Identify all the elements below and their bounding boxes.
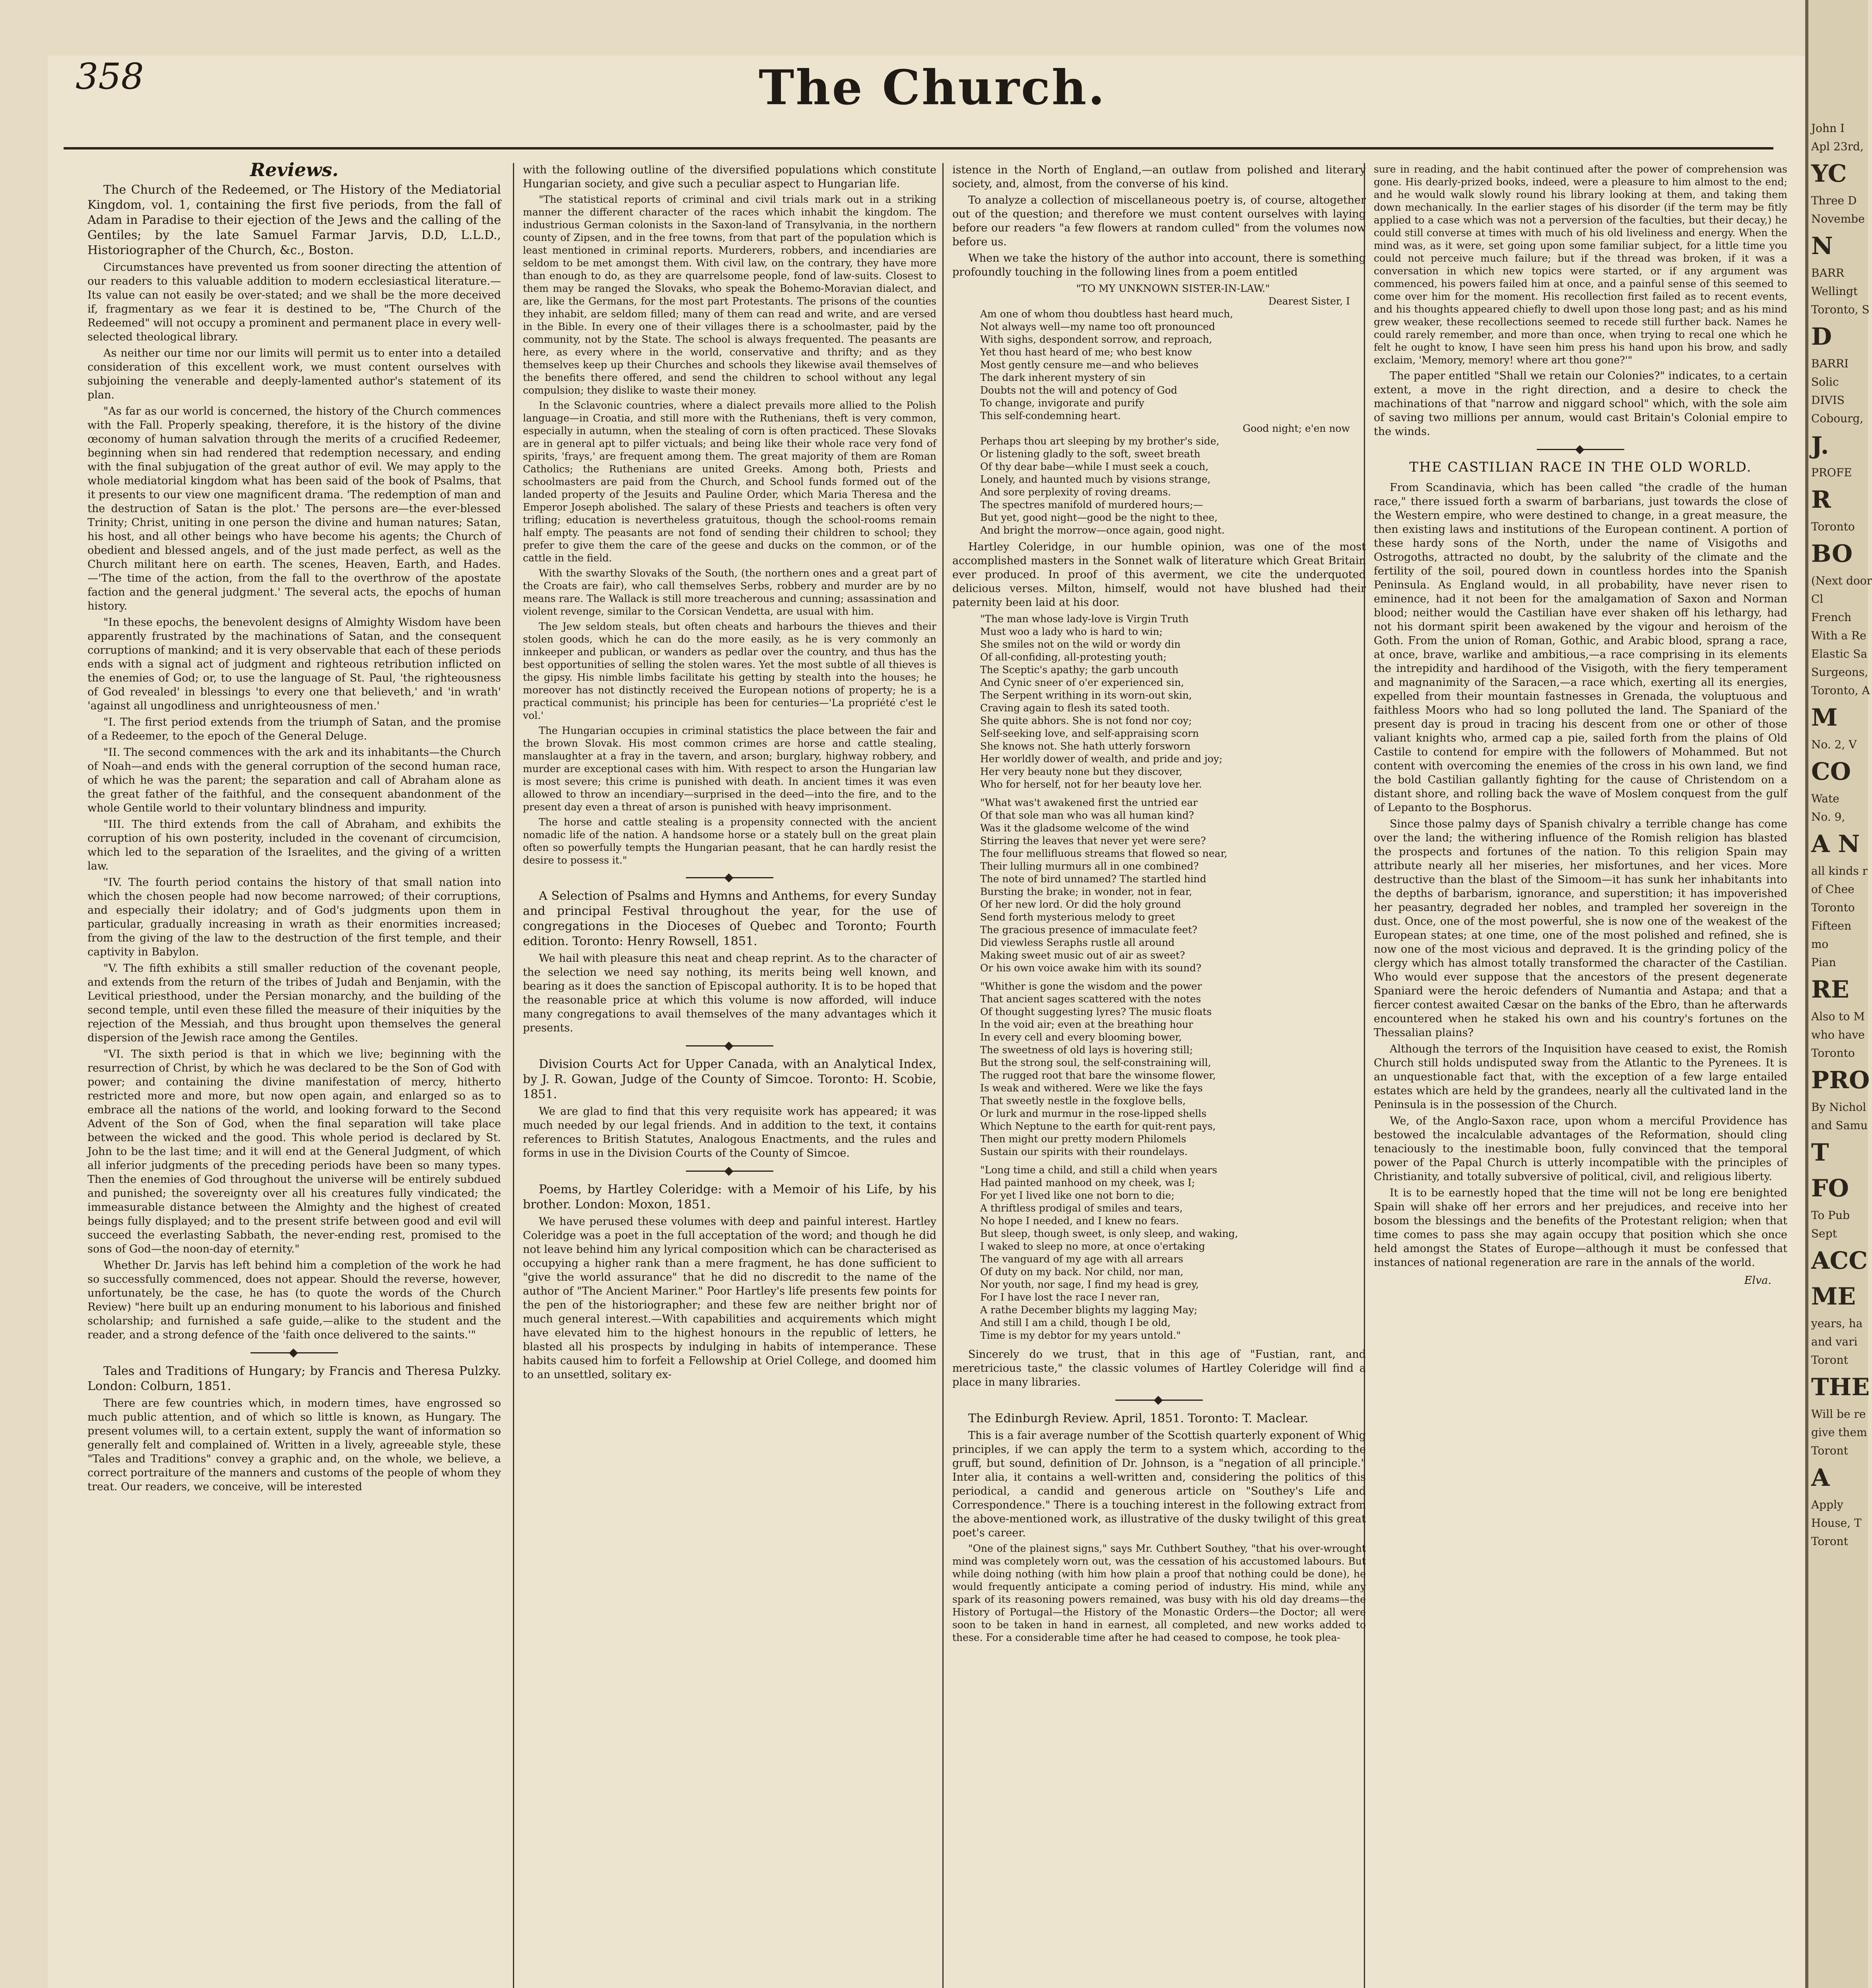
adjacent-page-text: T — [1811, 1139, 1829, 1167]
adjacent-page-text: of Chee — [1811, 883, 1855, 896]
quoted-paragraph: "II. The second commences with the ark and its inhabitants—the Church of Noah—and ends with the general corruption of the second human race, of which he was the parent; the separation and call of Abraham alone as the great father of the faithful, and the consequent abandonment of the whole Gentile world to their voluntary blindness and impurity. — [87, 746, 501, 814]
column-divider — [942, 163, 944, 1988]
quoted-paragraph: The horse and cattle stealing is a propensity connected with the ancient nomadic life of the nation. A handsome horse or a stately bull on the great plain often so powerfully tempts the Hungarian peasant, that he can hardly resist the desire to possess it." — [523, 816, 936, 866]
poem-lines — [980, 308, 1366, 422]
adjacent-page-text: A N — [1811, 830, 1860, 858]
adjacent-page-text: Will be re — [1811, 1408, 1866, 1421]
poem-line: The gracious presence of immaculate feet? — [980, 924, 1198, 936]
paragraph: There are few countries which, in modern times, have engrossed so much public attention, and of which so little is known, as Hungary. The present volumes will, to a certain extent, supply the want of information so generally felt and complained of. Written in a lively, agreeable style, these "Tales and Traditions" convey a graphic and, on the whole, we believe, a correct portraiture of the manners and customs of the people of whom they treat. Our readers, we conceive, will be interested — [87, 1397, 501, 1493]
header-rule — [64, 147, 1773, 149]
adjacent-page-text: N — [1811, 232, 1833, 260]
adjacent-page-text: Elastic Sa — [1811, 647, 1868, 660]
poem-line: Had painted manhood on my cheek, was I; — [980, 1177, 1195, 1188]
quoted-paragraph: sure in reading, and the habit continued after the power of comprehension was gone. His dearly-prized books, indeed, were a pleasure to him almost to the end; and he would walk slowly round his library looking at them, and taking them down mechanically. In the earlier stages of his disorder (if the term may be fitly applied to a case which was not a perversion of the faculties, but their decay,) he could still converse at times with much of his old liveliness and energy. When the mind was, as it were, set going upon some familiar subject, for a little time you could not perceive much failure; but if the thread was broken, if it was a conversation in which new topics were started, or if any argument was commenced, his powers failed him at once, and a painful sense of this seemed to come over him for the moment. His recollection first failed as to recent events, and his thoughts appeared chiefly to dwell upon those long past; and as his mind grew weaker, these recollections seemed to recede still further back. Names he could rarely remember, and more than once, when trying to recal one which he felt he ought to know, I have seen him press his hand upon his brow, and sadly exclaim, 'Memory, memory! where art thou gone?'" — [1374, 163, 1787, 366]
poem-line: Or his own voice awake him with its sound? — [980, 962, 1202, 974]
adjacent-page-text: Wellingt — [1811, 285, 1858, 298]
adjacent-page-text: Apply — [1811, 1498, 1843, 1511]
adjacent-page-text: CO — [1811, 758, 1851, 786]
adjacent-page-text: To Pub — [1811, 1209, 1850, 1222]
poem-line: Must woo a lady who is hard to win; — [980, 626, 1163, 637]
adjacent-page-text: French — [1811, 611, 1852, 624]
adjacent-page-text: D — [1811, 323, 1832, 351]
adjacent-page-text: BO — [1811, 540, 1853, 568]
adjacent-page-text: YC — [1811, 160, 1847, 188]
poem-line: And bright the morrow—once again, good night. — [980, 524, 1225, 536]
adjacent-page-text: Surgeons, — [1811, 666, 1868, 679]
poem-line: Who for herself, not for her beauty love her. — [980, 779, 1202, 790]
poem-line: Her very beauty none but they discover, — [980, 766, 1183, 777]
poem-line: Dearest Sister, I — [1268, 295, 1350, 307]
quoted-paragraph: "V. The fifth exhibits a still smaller reduction of the covenant people, and extends from the return of the tribes of Judah and Benjamin, with the Levitical priesthood, under the Persian monarchy, and the building of the second temple, until even these filled the measure of their iniquities by the rejection of the Messiah, and thus brought upon themselves the general dispersion of the Jewish race among the Gentiles. — [87, 962, 501, 1044]
poem-line: Or listening gladly to the soft, sweet breath — [980, 448, 1200, 460]
poem-line: That sweetly nestle in the foxglove bells, — [980, 1095, 1186, 1107]
paragraph: Since those palmy days of Spanish chivalry a terrible change has come over the land; the withering influence of the Romish religion has blasted the prospects and fortunes of the nation. To this religion Spain may attribute nearly all her miseries, her misfortunes, and her vices. More destructive than the blast of the Simoom—it has sunk her inhabitants into the depths of barbarism, ignorance, and superstition; it has impoverished her peasantry, degraded her nobles, and trampled her sovereign in the dust. Once, one of the most powerful, she is now one of the weakest of the European states; at one time, one of the most polished and refined, she is now one of the most vicious and depraved. It is the grinding policy of the clergy which has almost totally transformed the character of the Castilian. Who would ever suppose that the ancestors of the present degenerate Spaniard were the heroic defenders of Numantia and Astapa; and that a fiercer contest awaited Cæsar on the banks of the Ebro, than he afterwards encountered when he staked his own and his country's fortunes on the Thessalian plains? — [1374, 818, 1787, 1039]
adjacent-page-text: ME — [1811, 1283, 1856, 1310]
adjacent-page-text: Apl 23rd, — [1811, 140, 1864, 153]
poem-line: Craving again to flesh its sated tooth. — [980, 702, 1170, 714]
poem-line: Then might our pretty modern Philomels — [980, 1133, 1187, 1145]
column-3 — [952, 163, 1366, 1988]
poem-line: Did viewless Seraphs rustle all around — [980, 937, 1175, 948]
poem-line: Lonely, and haunted much by visions strange, — [980, 474, 1211, 485]
adjacent-page-text: mo — [1811, 938, 1829, 951]
article-title: The Edinburgh Review. April, 1851. Toronto: T. Maclear. — [968, 1411, 1309, 1425]
poem-line: Was it the gladsome welcome of the wind — [980, 822, 1189, 834]
poem-line: Of duty on my back. Nor child, nor man, — [980, 1266, 1184, 1277]
adjacent-page-text: Toronto — [1811, 520, 1855, 533]
sonnet — [980, 613, 1366, 791]
poem-line: The dark inherent mystery of sin — [980, 372, 1146, 383]
paragraph: istence in the North of England,—an outlaw from polished and literary society, and, almost, from the converse of his kind. — [952, 164, 1366, 190]
adjacent-page-text: M — [1811, 704, 1838, 732]
poem-line: The note of bird unnamed? The startled hind — [980, 873, 1206, 885]
column-2 — [523, 163, 936, 1988]
adjacent-page-text: DIVIS — [1811, 394, 1845, 407]
adjacent-page-text: Wate — [1811, 792, 1839, 805]
adjacent-page-text: PRO — [1811, 1066, 1870, 1094]
poem-line: Of thought suggesting lyres? The music floats — [980, 1006, 1212, 1017]
poem-line: "Whither is gone the wisdom and the power — [980, 980, 1202, 992]
adjacent-page-text: and Samu — [1811, 1119, 1868, 1132]
poem-line: But yet, good night—good be the night to thee, — [980, 512, 1218, 523]
paragraph: When we take the history of the author into account, there is something profoundly touching in the following lines from a poem entitled — [952, 252, 1366, 278]
poem-line: Sustain our spirits with their roundelays. — [980, 1146, 1188, 1157]
adjacent-page-text: With a Re — [1811, 629, 1866, 642]
poem-line: With sighs, despondent sorrow, and reproach, — [980, 334, 1212, 345]
adjacent-page-text: (Next door — [1811, 574, 1872, 587]
poem-line: She smiles not on the wild or wordy din — [980, 639, 1181, 650]
quoted-paragraph: "In these epochs, the benevolent designs of Almighty Wisdom have been apparently frustrated by the machinations of Satan, and the consequent corruptions of mankind; and it is very observable that each of these periods ends with a signal act of judgment and righteous retribution inflicted on the enemies of God; or, to use the language of St. Paul, 'the righteousness of God revealed' in blessings 'to every one that believeth,' and 'in wrath' 'against all ungodliness and unrighteousness of men.' — [87, 616, 501, 712]
adjacent-page-text: J. — [1811, 432, 1829, 460]
adjacent-page-text: House, T — [1811, 1516, 1862, 1530]
poem-line: Making sweet music out of air as sweet? — [980, 949, 1185, 961]
article-divider — [686, 1171, 773, 1172]
quoted-paragraph: "VI. The sixth period is that in which we live; beginning with the resurrection of Christ, by which he was declared to be the Son of God with power; and containing the divine manifestation of mercy, hitherto restricted more and more, but now open again, and enlarged so as to embrace all the nations of the world, and looking forward to the Second Advent of the Son of God, when the final separation will take place between the wicked and the good. This whole period is declared by St. John to be the last time; and it will end at the General Judgment, of which all inferior judgments of the preceding periods have been so many types. Then the enemies of God throughout the universe will be entirely subdued and punished; the sovereignty over all his creatures fully vindicated; the immeasurable distance between the Almighty and the highest of created beings fully displayed; and to the present strife between good and evil will succeed the everlasting Sabbath, the never-ending rest, promised to the sons of God—the noon-day of eternity." — [87, 1048, 501, 1255]
adjacent-page-text: Toront — [1811, 1353, 1848, 1367]
poem-line: Send forth mysterious melody to greet — [980, 911, 1175, 923]
poem-line: The spectres manifold of murdered hours;— — [980, 499, 1203, 511]
masthead-title: The Church. — [759, 60, 1106, 116]
article-title: Tales and Traditions of Hungary; by Francis and Theresa Pulzky. London: Colburn, 1851. — [87, 1364, 501, 1393]
poem-line: The sweetness of old lays is hovering still; — [980, 1044, 1193, 1056]
poem-line: For yet I lived like one not born to die; — [980, 1190, 1175, 1201]
article-divider — [1115, 1400, 1203, 1401]
poem-line: The rugged root that bare the winsome flower, — [980, 1070, 1216, 1081]
poem-line: A rathe December blights my lagging May; — [980, 1304, 1198, 1316]
quoted-paragraph: With the swarthy Slovaks of the South, (the northern ones and a great part of the Croats are fair), who call themselves Serbs, robbery and murder are by no means rare. The Wallack is still more treacherous and cunning; assassination and violent revenge, similar to the Corsican Vendetta, are usual with him. — [523, 567, 936, 617]
adjacent-page-text: PROFE — [1811, 466, 1852, 479]
sonnet — [980, 980, 1366, 1158]
article-title: A Selection of Psalms and Hymns and Anthems, for every Sunday and principal Festival throughout the year, for the use of congregations in the Dioceses of Quebec and Toronto; Fourth edition. Toronto: Henry Rowsell, 1851. — [523, 889, 936, 948]
poem-line: Yet thou hast heard of me; who best know — [980, 346, 1192, 358]
paragraph: Although the terrors of the Inquisition have ceased to exist, the Romish Church still holds undisputed sway from the Atlantic to the Pyrenees. It is an unquestionable fact that, with the exception of a few large entailed estates which are held by the grandees, nearly all the cultivated land in the Peninsula is in the possession of the Church. — [1374, 1043, 1787, 1111]
article-divider — [686, 1045, 773, 1046]
poem-line: "The man whose lady-love is Virgin Truth — [980, 613, 1189, 625]
adjacent-page-text: give them — [1811, 1426, 1867, 1439]
adjacent-page-text: Toront — [1811, 1444, 1848, 1457]
adjacent-page-text: all kinds r — [1811, 864, 1868, 878]
adjacent-page-text: THE — [1811, 1373, 1870, 1401]
adjacent-page-text: A — [1811, 1464, 1830, 1492]
adjacent-page-text: Toronto — [1811, 1046, 1855, 1060]
poem-line: In every cell and every blooming bower, — [980, 1031, 1182, 1043]
paragraph: It is to be earnestly hoped that the time will not be long ere benighted Spain will shake off her errors and her prejudices, and receive into her bosom the blessings and the benefits of the Protestant religion; when that time comes to pass she may again occupy that position which she once held amongst the States of Europe—although it must be confessed that instances of national regeneration are rare in the annals of the world. — [1374, 1187, 1787, 1269]
poem-line: She quite abhors. She is not fond nor coy; — [980, 715, 1192, 726]
paragraph: We have perused these volumes with deep and painful interest. Hartley Coleridge was a poet in the full acceptation of the word; and though he did not leave behind him any lyrical composition which can be characterised as occupying a higher rank than a mere fragment, he has done sufficient to "give the world assurance" that he did no discredit to the name of the author of "The Ancient Mariner." Poor Hartley's life presents few points for the pen of the historiographer; and these few are neither bright nor of much general interest.—With capabilities and acquirements which might have elevated him to the highest honours in the republic of letters, he blasted all his prospects by indulging in habits of intemperance. These habits caused him to forfeit a Fellowship at Oriel College, and doomed him to an unsettled, solitary ex- — [523, 1215, 936, 1381]
adjacent-page-text: Toront — [1811, 1535, 1848, 1548]
paragraph: The paper entitled "Shall we retain our Colonies?" indicates, to a certain extent, a move in the right direction, and a desire to check the machinations of that "narrow and niggard school" which, with the sole aim of saving two millions per annum, would cast Britain's Colonial empire to the winds. — [1374, 370, 1787, 438]
poem-line: Most gently censure me—and who believes — [980, 359, 1199, 371]
poem-line: Doubts not the will and potency of God — [980, 384, 1177, 396]
adjacent-page-text: John I — [1811, 122, 1845, 135]
adjacent-page-fragment — [1811, 119, 1872, 1988]
article-signature: Elva. — [1744, 1274, 1771, 1287]
poem-line: Or lurk and murmur in the rose-lipped shells — [980, 1108, 1207, 1119]
sonnet — [980, 796, 1366, 975]
poem-line: "Long time a child, and still a child when years — [980, 1164, 1218, 1176]
poem-line: In the void air; even at the breathing hour — [980, 1019, 1193, 1030]
poem-line: And Cynic sneer of o'er experienced sin, — [980, 677, 1184, 688]
poem-line: Self-seeking love, and self-appraising scorn — [980, 728, 1199, 739]
poem-line: I waked to sleep no more, at once o'ertaking — [980, 1241, 1205, 1252]
column-1 — [87, 159, 501, 1988]
adjacent-page-text: Fifteen — [1811, 919, 1852, 932]
poem-line: Of thy dear babe—while I must seek a couch, — [980, 461, 1209, 472]
paragraph: As neither our time nor our limits will permit us to enter into a detailed consideration of this excellent work, we must content ourselves with subjoining the venerable and deeply-lamented author's statement of its plan. — [87, 347, 501, 401]
poem-line: "What was't awakened first the untried ear — [980, 797, 1198, 808]
poem-line: Perhaps thou art sleeping by my brother's side, — [980, 435, 1220, 447]
adjacent-page-text: RE — [1811, 976, 1849, 1004]
column-4 — [1374, 163, 1787, 1988]
poem-line: Time is my debtor for my years untold." — [980, 1330, 1181, 1341]
poem-line: Of all-confiding, all-protesting youth; — [980, 651, 1167, 663]
adjacent-page-text: No. 2, V — [1811, 738, 1857, 751]
adjacent-page-text: FO — [1811, 1175, 1849, 1202]
adjacent-page-text: and vari — [1811, 1335, 1858, 1348]
poem-line: The vanguard of my age with all arrears — [980, 1253, 1183, 1265]
paragraph: This is a fair average number of the Scottish quarterly exponent of Whig principles, if we can apply the term to a system which, according to the gruff, but sound, definition of Dr. Johnson, is a "negation of all principle." Inter alia, it contains a well-written and, considering the politics of this periodical, a candid and generous article on "Southey's Life and Correspondence." There is a touching interest in the following extract from the above-mentioned work, as illustrative of the dusky twilight of this great poet's career. — [952, 1429, 1366, 1539]
paragraph: From Scandinavia, which has been called "the cradle of the human race," there issued forth a swarm of barbarians, just towards the close of the Western empire, who were destined to change, in a great measure, the then existing laws and institutions of the European continent. A portion of these hardy sons of the North, under the name of Visigoths and Ostrogoths, attracted no doubt, by the salubrity of the climate and the fertility of the soil, poured down in countless hordes into the Spanish Peninsula. As England would, in all probability, have never risen to eminence, had it not been for the amalgamation of Saxon and Norman blood; neither would the Castilian have ever shaken off his lethargy, had not his dormant spirit been awakened by the vigour and heroism of the Goth. From the union of Roman, Gothic, and Arabic blood, sprang a race, at once, brave, warlike and ambitious,—a race comprising in its elements the intrepidity and hardihood of the Visigoth, with the fiery temperament and magnanimity of the Saracen,—a race which, exerting all its energies, expelled from their mountain fastnesses in Grenada, the voluptuous and faithless Moors who had so long polluted the land. The Spaniard of the present day is proud in tracing his descent from one or other of those valiant knights who, armed cap a pie, sailed forth from the plains of Old Castile to contend for empire with the followers of Mohammed. But not content with overcoming the enemies of the cross in his own land, we find the bold Castilian gallantly fighting for the cause of Christendom on a distant shore, and rolling back the wave of Moslem conquest from the gulf of Lepanto to the Bosphorus. — [1374, 481, 1787, 814]
poem-title: "TO MY UNKNOWN SISTER-IN-LAW." — [1076, 283, 1270, 294]
poem-line: But the strong soul, the self-constraining will, — [980, 1057, 1211, 1068]
poem-line: Am one of whom thou doubtless hast heard much, — [980, 308, 1233, 320]
adjacent-page-text: Three D — [1811, 194, 1857, 207]
paragraph: Circumstances have prevented us from sooner directing the attention of our readers to this valuable addition to modern ecclesiastical literature.—Its value can not easily be over-stated; and we shall be the more deceived if, fragmentary as we fear it is destined to be, "The Church of the Redeemed" will not occupy a prominent and permanent place in every well-selected theological library. — [87, 261, 501, 343]
adjacent-page-text: By Nichol — [1811, 1101, 1866, 1114]
quoted-paragraph: "The statistical reports of criminal and civil trials mark out in a striking manner the different character of the races which inhabit the kingdom. The industrious German colonists in the Saxon-land of Transylvania, in the northern county of Zipsen, and in the free towns, from that part of the population which is least mentioned in criminal reports. Murderers, robbers, and incendiaries are seldom to be met amongst them. With civil law, on the contrary, they have more than enough to do, as they are quarrelsome people, fond of law-suits. Closest to them may be ranged the Slovaks, who speak the Bohemo-Moravian dialect, and are, like the Germans, for the most part Protestants. The prisons of the counties they inhabit, are seldom filled; many of them can read and write, and are versed in the Bible. In every one of their villages there is a schoolmaster, paid by the community, not by the State. The school is always frequented. The peasants are here, as every where in the world, conservative and thrifty; and as they themselves keep up their Churches and schools they likewise avail themselves of the benefits there offered, and send the children to school without any legal compulsion; they dislike to waste their money. — [523, 194, 936, 396]
poem-lines — [980, 435, 1366, 537]
adjacent-page-text: Also to M — [1811, 1010, 1865, 1023]
article-title: The Church of the Redeemed, or The History of the Mediatorial Kingdom, vol. 1, containing the first five periods, from the fall of Adam in Paradise to their ejection of the Jews and the calling of the Gentiles; by the late Samuel Farmar Jarvis, D.D, L.L.D., Historiographer of the Church, &c., Boston. — [87, 183, 501, 257]
paragraph: Whether Dr. Jarvis has left behind him a completion of the work he had so successfully commenced, does not appear. Should the reverse, however, unfortunately, be the case, he has (to quote the words of the Church Review) "here built up an enduring monument to his laborious and finished scholarship; and furnished a safe guide,—alike to the student and the reader, and a strong defence of the 'faith once delivered to the saints.'" — [87, 1259, 501, 1341]
quoted-paragraph: "III. The third extends from the call of Abraham, and exhibits the corruption of his own posterity, included in the covenant of circumcision, which led to the separation of the Israelites, and the giving of a written law. — [87, 818, 501, 872]
paragraph: We, of the Anglo-Saxon race, upon whom a merciful Providence has bestowed the incalculable advantages of the Reformation, should cling tenaciously to the inestimable boon, fully convinced that the temporal power of the Papal Church is utterly incompatible with the principles of Christianity, and totally subversive of political, civil, and religious liberty. — [1374, 1115, 1787, 1183]
poem-line: She knows not. She hath utterly forsworn — [980, 740, 1191, 752]
adjacent-page-text: BARRI — [1811, 357, 1849, 370]
article-title: THE CASTILIAN RACE IN THE OLD WORLD. — [1409, 459, 1752, 475]
quoted-paragraph: "As far as our world is concerned, the history of the Church commences with the Fall. Properly speaking, therefore, it is the history of the divine œconomy of human salvation through the merits of a crucified Redeemer, beginning when sin had rendered that redemption necessary, and ending with the final subjugation of the great author of evil. We may apply to the whole mediatorial kingdom what has been said of the book of Psalms, that it presents to our view one magnificent drama. 'The redemption of man and the destruction of Satan is the plot.' The persons are—the ever-blessed Trinity; Christ, uniting in one person the divine and human natures; Satan, his host, and all other beings who have become his agents; the Church of obedient and blessed angels, and of the just made perfect, as well as the Church militant here on earth. The scenes, Heaven, Earth, and Hades.—'The time of the action, from the fall to the overthrow of the apostate faction and the general judgment.' The several acts, the epochs of human history. — [87, 405, 501, 612]
poem-line: Good night; e'en now — [1243, 423, 1350, 434]
quoted-paragraph: In the Sclavonic countries, where a dialect prevails more allied to the Polish language—in Croatia, and still more with the Ruthenians, theft is very common, especially in autumn, when the stealing of corn is often practiced. These Slovaks are in general apt to pilfer victuals; and being like their whole race very fond of spirits, 'frays,' are frequent among them. The great majority of them are Roman Catholics; the Ruthenians are united Greeks. Among both, Priests and schoolmasters are paid from the Church, and School funds formed out of the landed property of the Jesuits and Pauline Order, which Maria Theresa and the Emperor Joseph abolished. The salary of these Priests and teachers is often very trifling; education is nevertheless gratuitous, though the school-rooms remain half empty. The peasants are not fond of sending their children to school; they prefer to give them the care of the geese and ducks on the common, or of the cattle in the field. — [523, 400, 936, 564]
quoted-paragraph: "One of the plainest signs," says Mr. Cuthbert Southey, "that his over-wrought mind was completely worn out, was the cessation of his accustomed labours. But while doing nothing (with him how plain a proof that nothing could be done), he would frequently anticipate a coming period of industry. His mind, while any spark of its reasoning powers remained, was busy with his old day dreams—the History of Portugal—the History of the Monastic Orders—the Doctor; all were soon to be taken in hand in earnest, all completed, and new works added to these. For a considerable time after he had ceased to compose, he took plea- — [952, 1543, 1366, 1643]
poem-line: No hope I needed, and I knew no fears. — [980, 1215, 1179, 1227]
poem-line: But sleep, though sweet, is only sleep, and waking, — [980, 1228, 1238, 1239]
adjacent-page-text: Novembe — [1811, 212, 1865, 225]
poem-line: Bursting the brake; in wonder, not in fear, — [980, 886, 1192, 897]
poem-line: Is weak and withered. Were we like the fays — [980, 1082, 1203, 1094]
poem-line: The Serpent writhing in its worn-out skin, — [980, 689, 1192, 701]
poem — [980, 282, 1366, 537]
poem-line: For I have lost the race I never ran, — [980, 1291, 1160, 1303]
page-number: 358 — [76, 56, 144, 97]
poem-line: Which Neptune to the earth for quit-rent pays, — [980, 1120, 1216, 1132]
sonnet — [980, 1164, 1366, 1342]
poem-line: And still I am a child, though I be old, — [980, 1317, 1171, 1328]
poem-line: Not always well—my name too oft pronounced — [980, 321, 1215, 332]
poem-line: The Sceptic's apathy; the garb uncouth — [980, 664, 1179, 676]
adjacent-page-text: Sept — [1811, 1227, 1837, 1240]
section-heading: Reviews. — [250, 159, 339, 181]
paragraph: We are glad to find that this very requisite work has appeared; it was much needed by our legal friends. And in addition to the text, it contains references to British Statutes, Analogous Enactments, and the rules and forms in use in the Division Courts of the County of Simcoe. — [523, 1105, 936, 1159]
quoted-paragraph: "I. The first period extends from the triumph of Satan, and the promise of a Redeemer, to the epoch of the General Deluge. — [87, 716, 501, 742]
adjacent-page-text: Pian — [1811, 956, 1836, 969]
adjacent-page-text: Toronto, A — [1811, 684, 1870, 697]
column-divider — [513, 163, 514, 1988]
poem-line: A thriftless prodigal of smiles and tears, — [980, 1202, 1183, 1214]
adjacent-page-text: No. 9, — [1811, 810, 1845, 823]
adjacent-page-text: Toronto — [1811, 901, 1855, 914]
adjacent-page-text: Toronto, S — [1811, 303, 1870, 316]
adjacent-page-text: ACC — [1811, 1247, 1868, 1275]
article-divider — [686, 877, 773, 878]
adjacent-page-text: Cobourg, — [1811, 412, 1864, 425]
quoted-paragraph: The Jew seldom steals, but often cheats and harbours the thieves and their stolen goods, which he can do the more easily, as he is very commonly an innkeeper and publican, or wanders as pedlar over the country, and thus has the best opportunities of selling the stolen wares. Yet the most subtle of all thieves is the gipsy. His nimble limbs facilitate his getting by stealth into the houses; he moreover has not distinctly received the European notions of property; he is a practical communist; his principle has been for centuries—'La propriété c'est le vol.' — [523, 621, 936, 721]
poem-line: Stirring the leaves that never yet were sere? — [980, 835, 1206, 846]
quoted-paragraph: "IV. The fourth period contains the history of that small nation into which the chosen people had now become narrowed; of their corruptions, and especially their idolatry; and of God's judgments upon them in particular, gradually increasing in wrath as their enormities increased; from the giving of the law to the destruction of the first temple, and their captivity in Babylon. — [87, 876, 501, 958]
poem-line: Of her new lord. Or did the holy ground — [980, 899, 1181, 910]
paragraph: Hartley Coleridge, in our humble opinion, was one of the most accomplished masters in the Sonnet walk of literature which Great Britain ever produced. In proof of this averment, we cite the underquoted delicious verses. Milton, himself, would not have blushed had their paternity been laid at his door. — [952, 541, 1366, 609]
poem-line: And sore perplexity of roving dreams. — [980, 486, 1171, 498]
adjacent-page-text: Solic — [1811, 375, 1839, 388]
paragraph: with the following outline of the diversified populations which constitute Hungarian society, and give such a peculiar aspect to Hungarian life. — [523, 164, 936, 190]
article-divider — [1537, 449, 1624, 450]
article-title: Poems, by Hartley Coleridge: with a Memoir of his Life, by his brother. London: Moxon, 1851. — [523, 1182, 936, 1211]
poem-line: Of that sole man who was all human kind? — [980, 810, 1194, 821]
paragraph: To analyze a collection of miscellaneous poetry is, of course, altogether out of the question; and therefore we must content ourselves with laying before our readers "a few flowers at random culled" from the volumes now before us. — [952, 194, 1366, 248]
poem-line: To change, invigorate and purify — [980, 397, 1144, 409]
sonnets — [980, 613, 1366, 1342]
article-title: Division Courts Act for Upper Canada, with an Analytical Index, by J. R. Gowan, Judge of the County of Simcoe. Toronto: H. Scobie, 1851. — [523, 1057, 936, 1101]
adjacent-page-text: who have — [1811, 1028, 1865, 1041]
poem-line: Her worldly dower of wealth, and pride and joy; — [980, 753, 1223, 765]
poem-line: Nor youth, nor sage, I find my head is grey, — [980, 1279, 1199, 1290]
adjacent-page-text: R — [1811, 486, 1831, 514]
poem-line: Their lulling murmurs all in one combined? — [980, 860, 1199, 872]
paragraph: Sincerely do we trust, that in this age of "Fustian, rant, and meretricious taste," the classic volumes of Hartley Coleridge will find a place in many libraries. — [952, 1348, 1366, 1388]
article-divider — [251, 1352, 338, 1353]
poem-line: That ancient sages scattered with the notes — [980, 993, 1201, 1005]
quoted-paragraph: The Hungarian occupies in criminal statistics the place between the fair and the brown Slovak. His most common crimes are horse and cattle stealing, manslaughter at a fray in the tavern, and arson; burglary, highway robbery, and murder are exceptional cases with him. With respect to arson the Hungarian law is most severe; this crime is punished with death. In ancient times it was even allowed to throw an incendiary—surprised in the deed—into the fire, and to the present day even a threat of arson is punished with heavy imprisonment. — [523, 725, 936, 813]
paragraph: We hail with pleasure this neat and cheap reprint. As to the character of the selection we need say nothing, its merits being well known, and bearing as it does the sanction of Episcopal authority. It is to be hoped that the reasonable price at which this volume is now afforded, will induce many congregations to avail themselves of the many advantages which it presents. — [523, 952, 936, 1034]
poem-line: This self-condemning heart. — [980, 410, 1121, 421]
adjacent-page-text: BARR — [1811, 266, 1844, 280]
adjacent-page-text: years, ha — [1811, 1317, 1863, 1330]
adjacent-page-text: Cl — [1811, 592, 1823, 606]
poem-line: The four mellifluous streams that flowed so near, — [980, 848, 1227, 859]
